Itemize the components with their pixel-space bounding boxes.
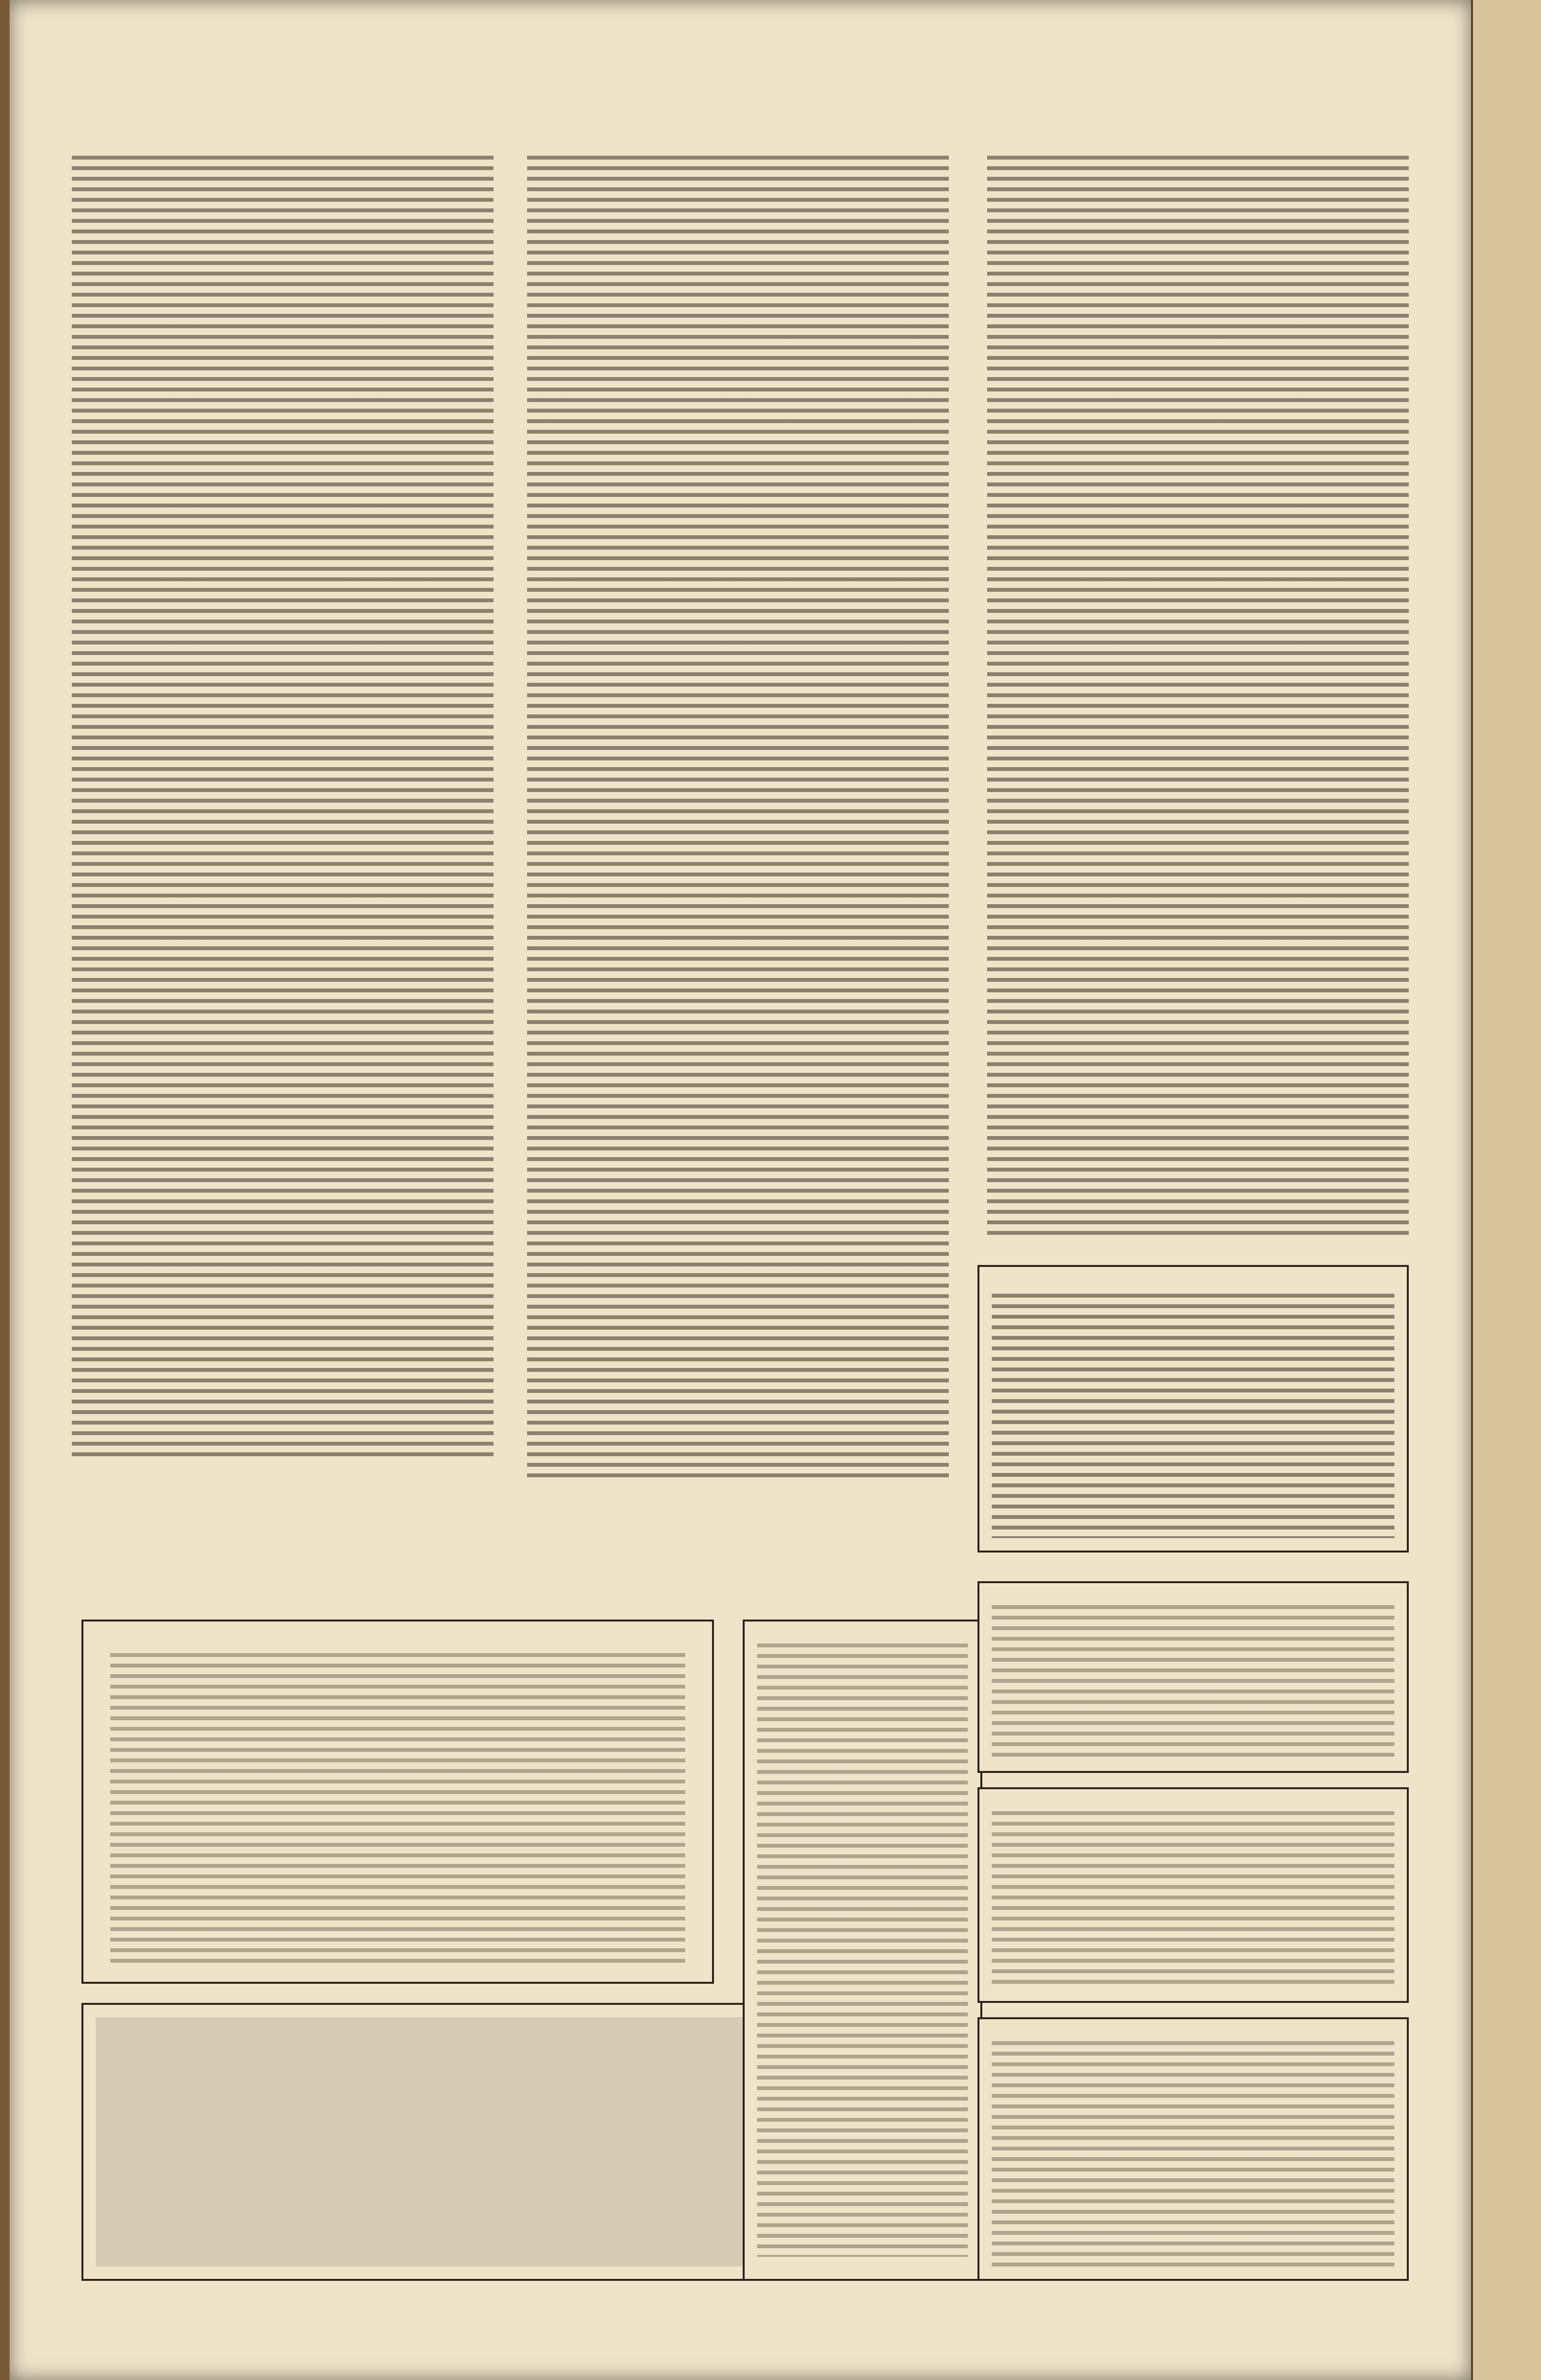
ad-right-top-text bbox=[992, 1605, 1394, 1759]
text-column-middle-top bbox=[527, 156, 949, 1478]
text-column-left-top bbox=[72, 156, 494, 1459]
ad-middle-column-text bbox=[757, 1644, 968, 2257]
newspaper-page bbox=[10, 0, 1471, 2380]
table-block-text bbox=[992, 1294, 1394, 1538]
ad-left-large-text bbox=[110, 1653, 685, 1965]
ad-right-bottom-text bbox=[992, 2041, 1394, 2266]
ad-right-middle-text bbox=[992, 1811, 1394, 1989]
text-column-right-top bbox=[987, 156, 1409, 1239]
adjacent-page-strip bbox=[1471, 0, 1541, 2380]
ad-left-bottom-image bbox=[96, 2017, 748, 2266]
